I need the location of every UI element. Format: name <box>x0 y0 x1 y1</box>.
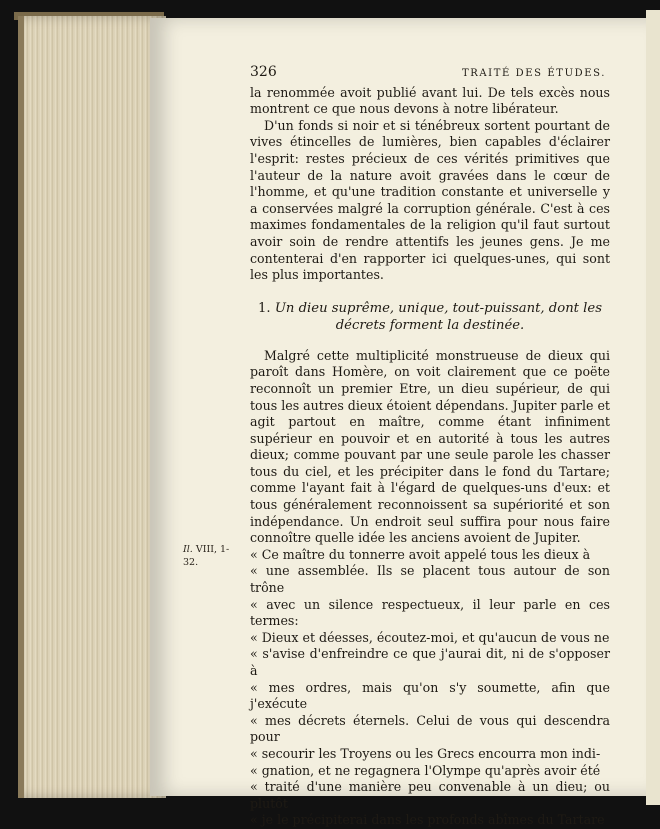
quote-line: « mes ordres, mais qu'on s'y soumette, afin que j'exécute <box>250 679 610 712</box>
section-number: 1. <box>258 300 271 316</box>
quote-line: « gnation, et ne regagnera l'Olympe qu'après avoir été <box>250 762 601 778</box>
paragraph-continued: la renommée avoit publié avant lui. De tels excès nous montrent ce que nous devons à notre libérateur. <box>250 84 610 117</box>
quotation <box>250 547 610 829</box>
section-heading <box>250 300 610 334</box>
quote-line: « traité d'une manière peu convenable à un dieu; ou plutôt <box>250 779 610 811</box>
quote-line: « je le précipiterai dans les profonds abîmes du Tartare <box>250 812 605 828</box>
running-header <box>250 64 610 83</box>
quote-line: « mes décrets éternels. Celui de vous qui descendra pour <box>250 712 610 745</box>
quote-line: « secourir les Troyens ou les Grecs encourra mon indi- <box>250 745 601 761</box>
running-title: TRAITÉ DES ÉTUDES. <box>461 68 606 79</box>
facing-page-edge <box>646 10 660 805</box>
page-text <box>250 64 610 829</box>
paragraph-homer: Malgré cette multiplicité monstrueuse de dieux qui paroît dans Homère, on voit clairement que ce poëte reconnoît un premier Etre, un dieu supérieur, de qui tous les autres dieux étoient dépendans. Jupiter parle et agit partout en maître, comme étant infiniment supérieur en pouvoir et en autorité à tous les autres dieux; comme pouvant par une seule parole les chasser tous du ciel, et les précipiter dans le fond du Tartare; comme l'ayant fait à l'égard de quelques-uns d'eux: et tous généralement reconnoissent sa supériorité et son indépendance. Un endroit seul suffira pour nous faire connoître quelle idée les anciens avoient de Jupiter. <box>250 347 610 546</box>
page-block-edge <box>18 16 166 798</box>
quote-line: « avec un silence respectueux, il leur parle en ces termes: <box>250 596 610 629</box>
margin-reference-lines: VIII, 1-32. <box>183 544 230 568</box>
section-title-text: Un dieu suprême, unique, tout-puissant, dont les décrets forment la destinée. <box>274 300 602 333</box>
quote-line: « une assemblée. Ils se placent tous autour de son trône <box>250 563 610 596</box>
paragraph-intro: D'un fonds si noir et si ténébreux sortent pourtant de vives étincelles de lumières, bien capables d'éclairer l'esprit: restes précieux de ces vérités primitives que l'auteur de la nature avoit gravées dans le cœur de l'homme, et qu'une tradition constante et universelle y a conservées malgré la corruption générale. C'est à ces maximes fondamentales de la religion qu'il faut surtout avoir soin de rendre attentifs les jeunes gens. Je me contenterai d'en rapporter ici quelques-unes, qui sont les plus importantes. <box>250 117 610 283</box>
page-number: 326 <box>250 64 277 80</box>
margin-reference-work: Il. <box>183 544 193 555</box>
quote-line: « s'avise d'enfreindre ce que j'aurai dit, ni de s'opposer à <box>250 646 610 678</box>
quote-line: « Dieux et déesses, écoutez-moi, et qu'aucun de vous ne <box>250 629 610 645</box>
quote-line: « Ce maître du tonnerre avoit appelé tous les dieux à <box>250 546 591 562</box>
margin-reference <box>183 543 243 569</box>
